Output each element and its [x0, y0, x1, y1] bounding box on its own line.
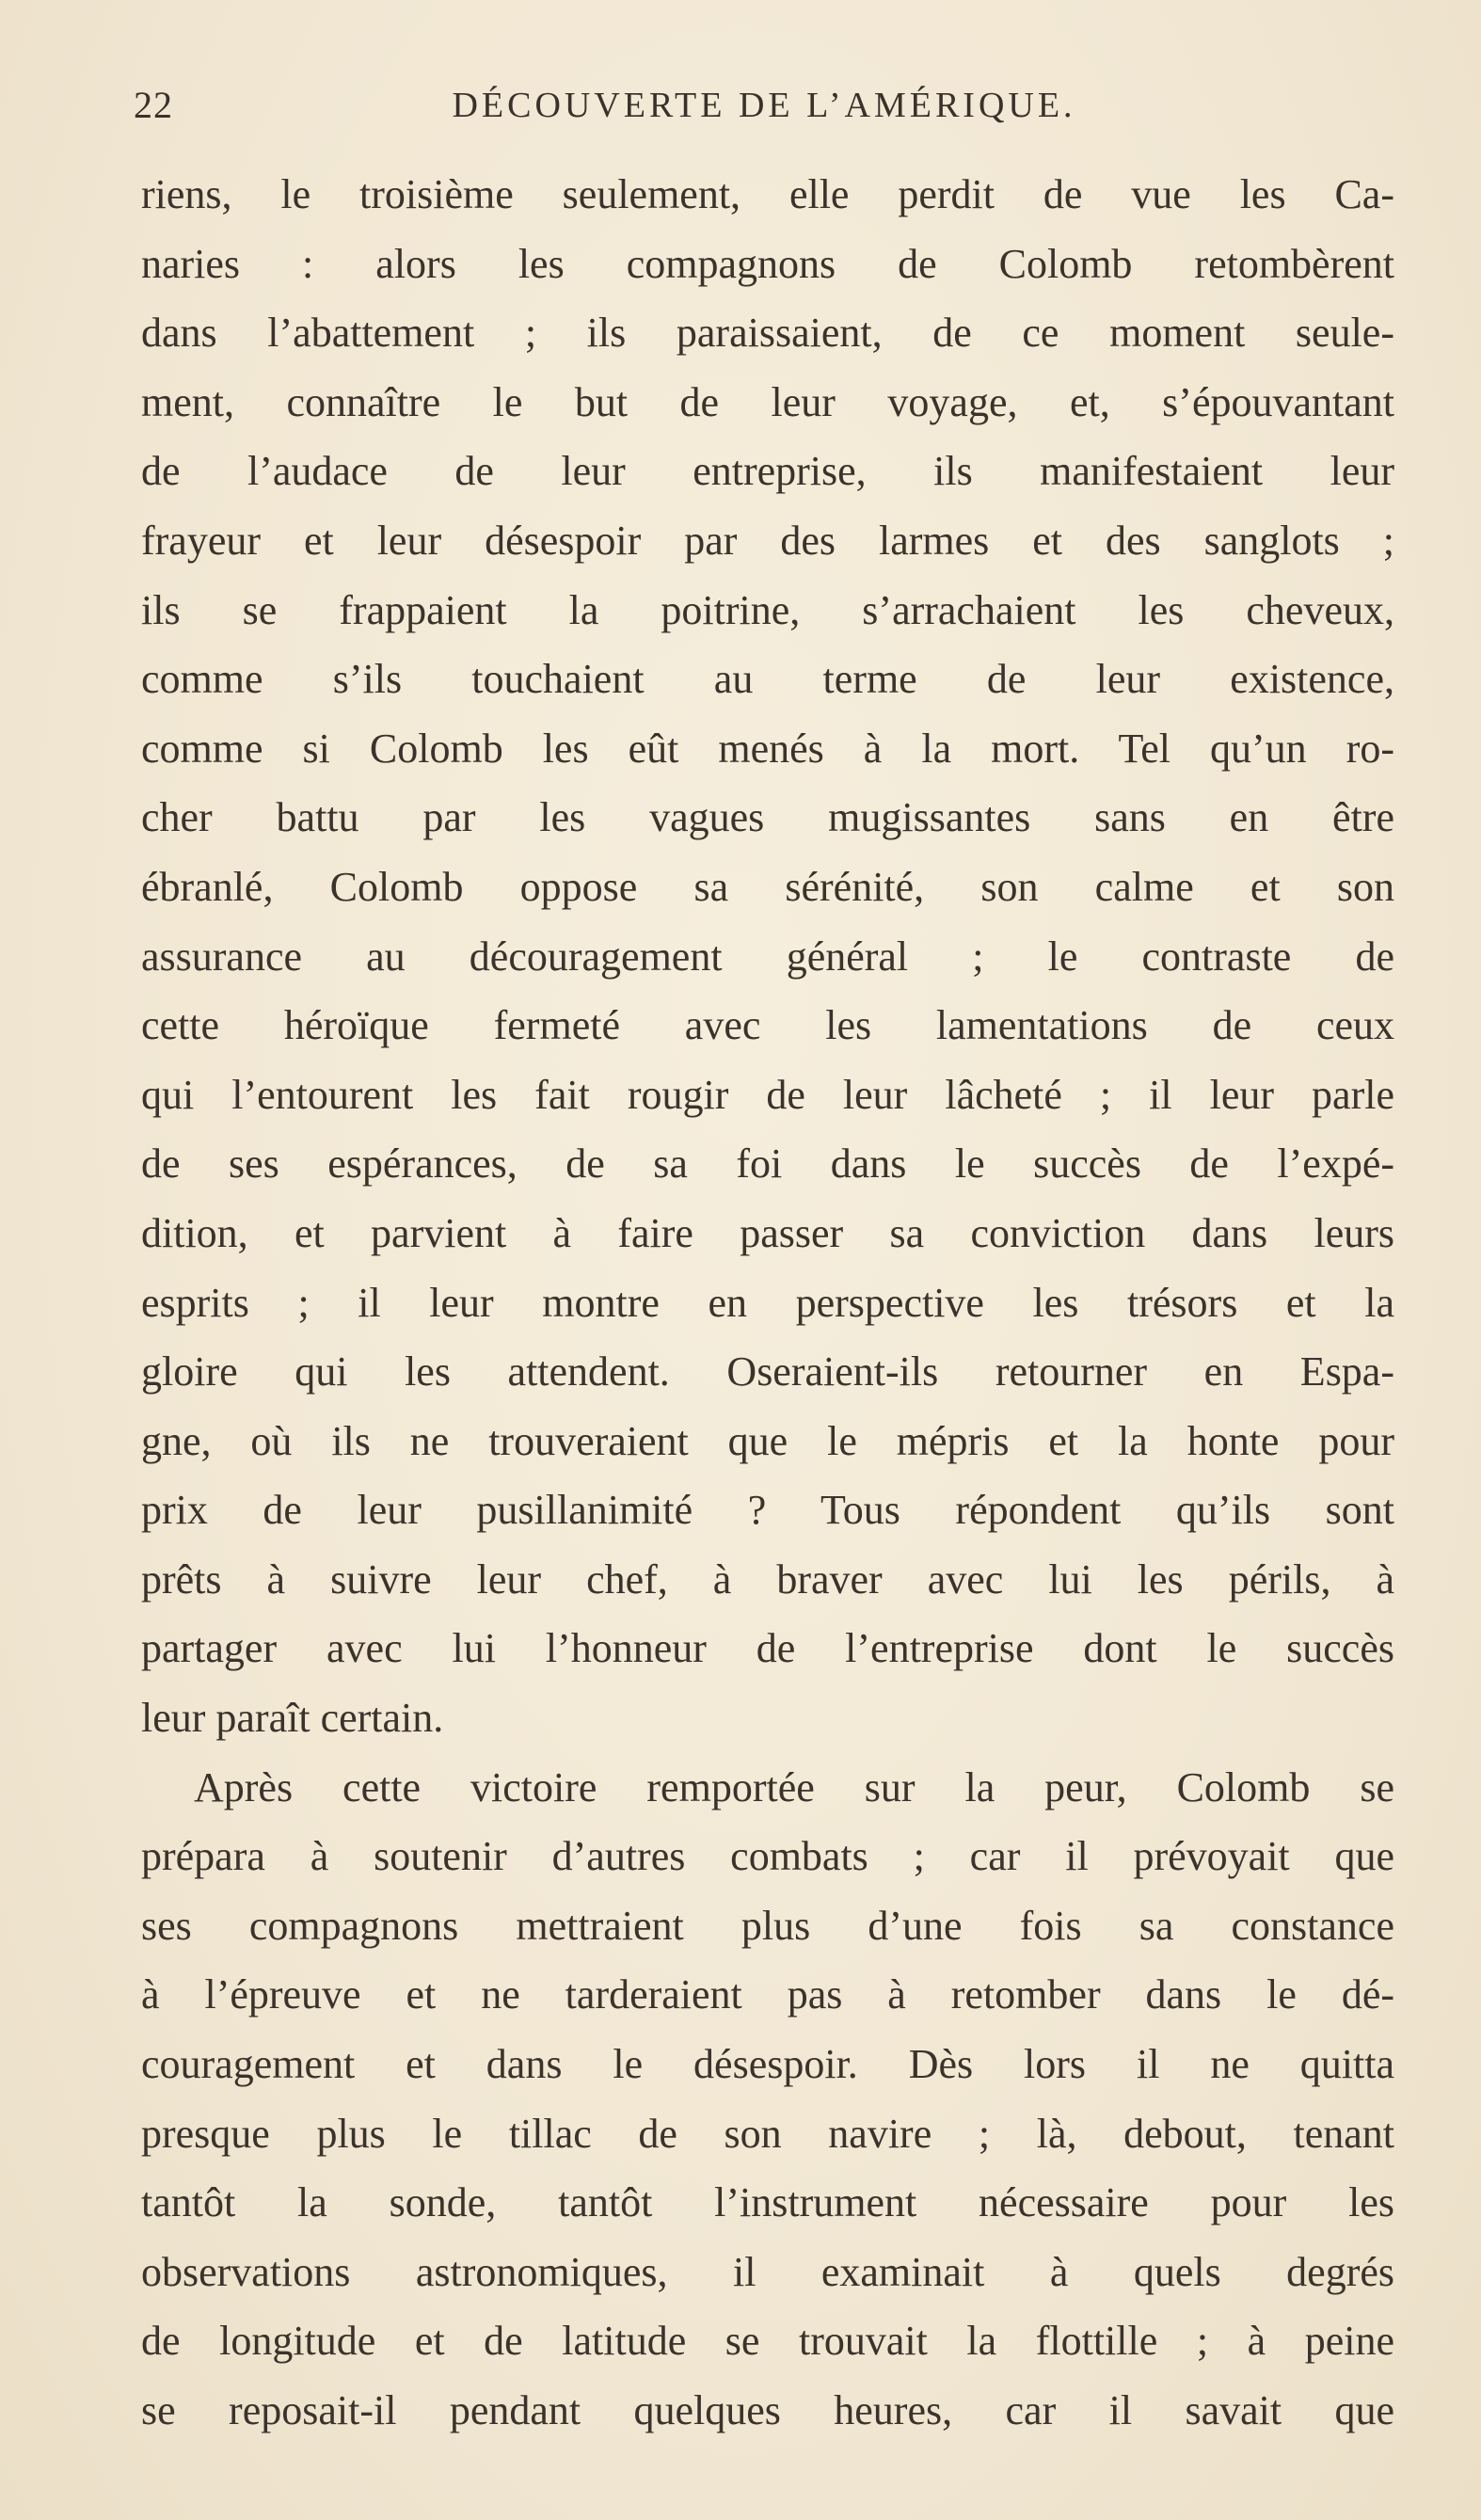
text-line: riens, le troisième seulement, elle perdit de vue les Ca- — [141, 171, 1394, 217]
text-line: prêts à suivre leur chef, à braver avec lui les périls, à — [141, 1555, 1394, 1603]
text-line: partager avec lui l’honneur de l’entreprise dont le succès — [141, 1625, 1394, 1672]
text-line: se reposait-il pendant quelques heures, car il savait que — [141, 2387, 1394, 2433]
page-number: 22 — [134, 84, 173, 126]
text-line: presque plus le tillac de son navire ; là, debout, tenant — [141, 2110, 1394, 2157]
text-line: prix de leur pusillanimité ? Tous répondent qu’ils sont — [141, 1487, 1394, 1534]
text-line: cher battu par les vagues mugissantes sans en être — [141, 794, 1394, 841]
page-header — [134, 83, 1394, 139]
text-line: ses compagnons mettraient plus d’une fois sa constance — [141, 1902, 1394, 1949]
text-line: qui l’entourent les fait rougir de leur lâcheté ; il leur parle — [141, 1071, 1394, 1118]
running-title: DÉCOUVERTE DE L’AMÉRIQUE. — [452, 86, 1076, 125]
text-line: couragement et dans le désespoir. Dès lors il ne quitta — [141, 2041, 1394, 2088]
text-line: esprits ; il leur montre en perspective les trésors et la — [141, 1279, 1394, 1326]
text-line: ils se frappaient la poitrine, s’arrachaient les cheveux, — [141, 586, 1394, 633]
text-line: ébranlé, Colomb oppose sa sérénité, son calme et son — [141, 863, 1394, 910]
text-line: de ses espérances, de sa foi dans le succès de l’expé- — [141, 1140, 1394, 1188]
text-line: gne, où ils ne trouveraient que le mépris et la honte pour — [141, 1417, 1394, 1464]
text-line: comme si Colomb les eût menés à la mort. Tel qu’un ro- — [141, 725, 1394, 772]
text-line: tantôt la sonde, tantôt l’instrument nécessaire pour les — [141, 2179, 1394, 2226]
paragraph-end-line: leur paraît certain. — [141, 1695, 444, 1742]
text-line: dans l’abattement ; ils paraissaient, de ce moment seule- — [141, 310, 1394, 357]
text-line: observations astronomiques, il examinait à quels degrés — [141, 2248, 1394, 2295]
text-line: assurance au découragement général ; le contraste de — [141, 933, 1394, 980]
paragraph-start-line: Après cette victoire remportée sur la peur, Colomb se — [194, 1763, 1394, 1810]
text-line: frayeur et leur désespoir par des larmes et des sanglots ; — [141, 517, 1394, 564]
text-line: de l’audace de leur entreprise, ils manifestaient leur — [141, 448, 1394, 495]
text-line: gloire qui les attendent. Oseraient-ils retourner en Espa- — [141, 1348, 1394, 1396]
text-line: cette héroïque fermeté avec les lamentations de ceux — [141, 1002, 1394, 1049]
text-line: prépara à soutenir d’autres combats ; car il prévoyait que — [141, 1833, 1394, 1880]
text-line: comme s’ils touchaient au terme de leur existence, — [141, 656, 1394, 703]
text-line: naries : alors les compagnons de Colomb retombèrent — [141, 240, 1394, 287]
text-line: de longitude et de latitude se trouvait la flottille ; à peine — [141, 2318, 1394, 2365]
body-text — [141, 160, 1394, 2446]
text-line: à l’épreuve et ne tarderaient pas à retomber dans le dé- — [141, 1971, 1394, 2018]
text-line: ment, connaître le but de leur voyage, et, s’épouvantant — [141, 378, 1394, 425]
text-line: dition, et parvient à faire passer sa conviction dans leurs — [141, 1209, 1394, 1256]
